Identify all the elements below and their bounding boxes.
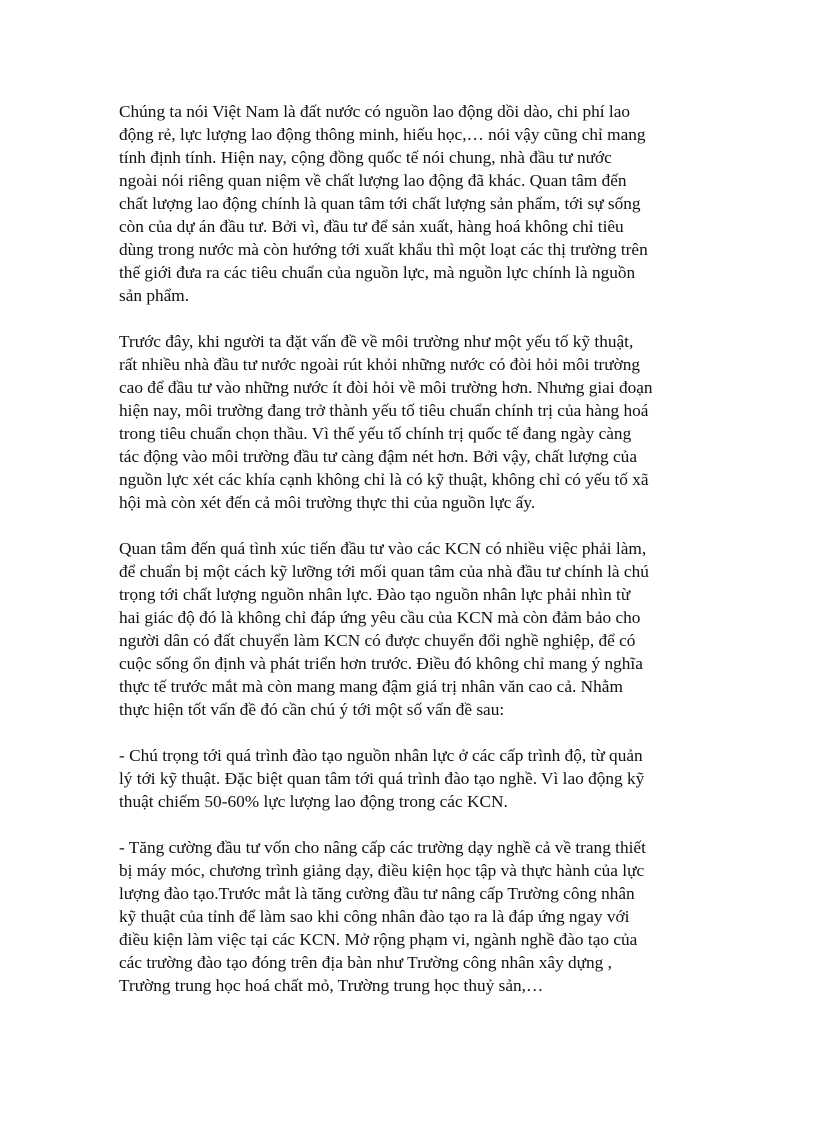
text-line: sản phẩm.	[119, 286, 190, 305]
paragraph-labor-quality	[119, 100, 699, 307]
text-line: hội mà còn xét đến cả môi trường thực thi của nguồn lực ấy.	[119, 493, 536, 512]
text-line: ngoài nói riêng quan niệm về chất lượng lao động đã khác. Quan tâm đến	[119, 171, 627, 190]
text-line: các trường đào tạo đóng trên địa bàn như Trường công nhân xây dựng ,	[119, 953, 612, 972]
text-line: cuộc sống ổn định và phát triển hơn trước. Điều đó không chỉ mang ý nghĩa	[119, 654, 643, 673]
text-line: dùng trong nước mà còn hướng tới xuất khẩu thì một loạt các thị trường trên	[119, 240, 648, 259]
text-line: thực tế trước mắt mà còn mang mang đậm giá trị nhân văn cao cả. Nhằm	[119, 677, 623, 696]
text-line: trọng tới chất lượng nguồn nhân lực. Đào tạo nguồn nhân lực phải nhìn từ	[119, 585, 631, 604]
text-line: người dân có đất chuyển làm KCN có được chuyển đổi nghề nghiệp, để có	[119, 631, 636, 650]
text-line: Trước đây, khi người ta đặt vấn đề về môi trường như một yếu tố kỹ thuật,	[119, 332, 634, 351]
text-line: Quan tâm đến quá tình xúc tiến đầu tư vào các KCN có nhiều việc phải làm,	[119, 539, 647, 558]
text-line: hiện nay, môi trường đang trở thành yếu tố tiêu chuẩn chính trị của hàng hoá	[119, 401, 649, 420]
text-line: - Chú trọng tới quá trình đào tạo nguồn nhân lực ở các cấp trình độ, từ quản	[119, 746, 643, 765]
paragraph-bullet-investment	[119, 836, 699, 997]
document-body	[119, 100, 699, 1020]
paragraph-environment	[119, 330, 699, 514]
text-line: thực hiện tốt vấn đề đó cần chú ý tới một số vấn đề sau:	[119, 700, 505, 719]
text-line: để chuẩn bị một cách kỹ lưỡng tới mối quan tâm của nhà đầu tư chính là chú	[119, 562, 649, 581]
text-line: thế giới đưa ra các tiêu chuẩn của nguồn lực, mà nguồn lực chính là nguồn	[119, 263, 636, 282]
text-line: - Tăng cường đầu tư vốn cho nâng cấp các trường dạy nghề cả về trang thiết	[119, 838, 646, 857]
text-line: cao để đầu tư vào những nước ít đòi hỏi về môi trường hơn. Nhưng giai đoạn	[119, 378, 653, 397]
text-line: rất nhiều nhà đầu tư nước ngoài rút khỏi những nước có đòi hỏi môi trường	[119, 355, 641, 374]
text-line: thuật chiếm 50-60% lực lượng lao động trong các KCN.	[119, 792, 508, 811]
text-line: còn của dự án đầu tư. Bởi vì, đầu tư để sản xuất, hàng hoá không chỉ tiêu	[119, 217, 624, 236]
text-line: bị máy móc, chương trình giảng dạy, điều kiện học tập và thực hành của lực	[119, 861, 645, 880]
text-line: tác động vào môi trường đầu tư càng đậm nét hơn. Bởi vậy, chất lượng của	[119, 447, 637, 466]
text-line: điều kiện làm việc tại các KCN. Mở rộng phạm vi, ngành nghề đào tạo của	[119, 930, 638, 949]
paragraph-bullet-training	[119, 744, 699, 813]
text-line: nguồn lực xét các khía cạnh không chỉ là có kỹ thuật, không chỉ có yếu tố xã	[119, 470, 649, 489]
text-line: lý tới kỹ thuật. Đặc biệt quan tâm tới quá trình đào tạo nghề. Vì lao động kỹ	[119, 769, 645, 788]
text-line: kỹ thuật của tỉnh để làm sao khi công nhân đào tạo ra là đáp ứng ngay với	[119, 907, 630, 926]
text-line: hai giác độ đó là không chỉ đáp ứng yêu cầu của KCN mà còn đảm bảo cho	[119, 608, 641, 627]
text-line: Chúng ta nói Việt Nam là đất nước có nguồn lao động dồi dào, chi phí lao	[119, 102, 631, 121]
text-line: động rẻ, lực lượng lao động thông minh, hiếu học,… nói vậy cũng chỉ mang	[119, 125, 646, 144]
text-line: trong tiêu chuẩn chọn thầu. Vì thế yếu tố chính trị quốc tế đang ngày càng	[119, 424, 632, 443]
paragraph-investment-promotion	[119, 537, 699, 721]
text-line: tính định tính. Hiện nay, cộng đồng quốc tế nói chung, nhà đầu tư nước	[119, 148, 612, 167]
text-line: Trường trung học hoá chất mỏ, Trường trung học thuỷ sản,…	[119, 976, 544, 995]
text-line: lượng đào tạo.Trước mắt là tăng cường đầu tư nâng cấp Trường công nhân	[119, 884, 635, 903]
text-line: chất lượng lao động chính là quan tâm tới chất lượng sản phẩm, tới sự sống	[119, 194, 641, 213]
